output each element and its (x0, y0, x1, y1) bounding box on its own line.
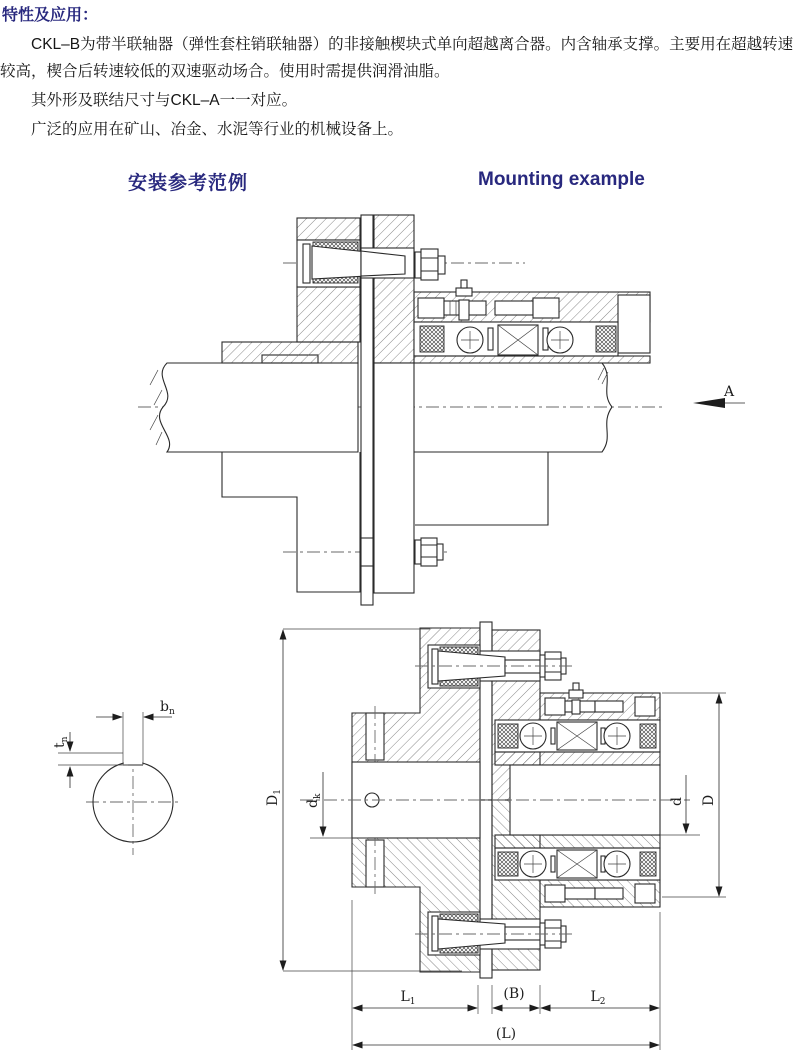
svg-text:d: d (669, 797, 685, 806)
dimension-d (660, 775, 700, 835)
keyway-detail (52, 699, 182, 855)
taper-pin-assembly (415, 645, 575, 688)
section-heading-chinese: 安装参考范例 (128, 173, 249, 194)
svg-text:D: D (701, 794, 717, 806)
left-hub-lower-outline (222, 452, 360, 592)
dimension-B (492, 985, 540, 1014)
clutch-unit (414, 280, 650, 363)
svg-text:dk: $d_k$ (305, 793, 323, 808)
dimension-L (353, 1026, 659, 1045)
end-cap (618, 295, 650, 353)
svg-text:D1: $D_1$ (265, 789, 283, 806)
view-arrow-label: A (723, 384, 735, 400)
view-arrowhead (693, 398, 725, 408)
svg-text:L2: $L_2$ (590, 989, 606, 1007)
bearing-row (414, 322, 618, 356)
mounting-bolt-right (495, 298, 559, 318)
svg-text:bn: $b_n$ (160, 699, 175, 717)
mounting-bolt-left (418, 298, 486, 318)
intro-paragraph-3: 广泛的应用在矿山、冶金、水泥等行业的机械设备上。 (31, 121, 404, 138)
svg-text:(B): (B) (503, 986, 525, 1002)
seal-right (596, 326, 616, 352)
intro-paragraph-1: CKL–B为带半联轴器（弹性套柱销联轴器）的非接触楔块式单向超越离合器。内含轴承支撑。主要用在超越转速较高，楔合后转速较低的双速驱动场合。使用时需提供润滑油脂。 (0, 36, 794, 80)
dimension-b (96, 699, 175, 717)
seal-left (420, 326, 444, 352)
intro-paragraph-2: 其外形及联结尺寸与CKL–A一一对应。 (31, 92, 298, 109)
left-shaft (150, 355, 358, 452)
svg-text:tn: $t_n$ (52, 736, 70, 748)
section-heading-english: Mounting example (478, 169, 645, 190)
svg-text:(L): (L) (495, 1026, 517, 1042)
figure-bottom-drawing (52, 622, 726, 1050)
dimension-t (52, 732, 128, 788)
intro-title: 特性及应用： (2, 7, 99, 24)
right-shaft (414, 363, 612, 525)
svg-text:L1: $L_1$ (400, 989, 416, 1007)
right-hub-lower-outline (415, 452, 548, 525)
flange-rim-plate (480, 622, 492, 800)
figure-top-drawing (138, 215, 745, 605)
view-arrow (693, 384, 745, 408)
dimension-D (662, 693, 726, 897)
